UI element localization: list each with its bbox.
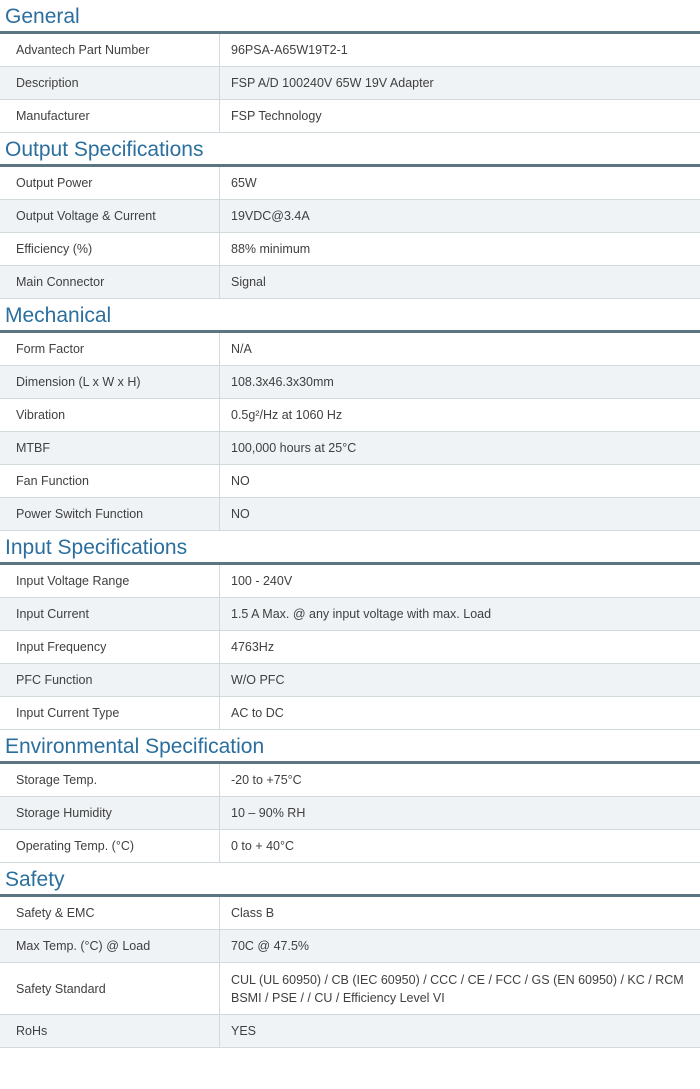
spec-row: [0, 598, 700, 631]
spec-value: N/A: [231, 342, 252, 356]
spec-row: [0, 432, 700, 465]
spec-value: 4763Hz: [231, 640, 275, 654]
spec-value: 108.3x46.3x30mm: [231, 375, 334, 389]
spec-row: [0, 399, 700, 432]
spec-label: Output Power: [0, 167, 220, 199]
spec-label: PFC Function: [0, 664, 220, 696]
spec-value: 70C @ 47.5%: [231, 939, 310, 953]
spec-label: Storage Humidity: [0, 797, 220, 829]
spec-value: YES: [231, 1024, 257, 1038]
spec-row: [0, 897, 700, 930]
spec-value: 1.5 A Max. @ any input voltage with max. Load: [231, 607, 492, 621]
spec-label: Advantech Part Number: [0, 34, 220, 66]
spec-row: [0, 565, 700, 598]
spec-label: Max Temp. (°C) @ Load: [0, 930, 220, 962]
spec-row: [0, 333, 700, 366]
spec-row: [0, 465, 700, 498]
spec-label: Output Voltage & Current: [0, 200, 220, 232]
spec-label: Input Current Type: [0, 697, 220, 729]
spec-value: 65W: [231, 176, 257, 190]
section-title: Environmental Specification: [0, 730, 700, 764]
section-title: Safety: [0, 863, 700, 897]
spec-value: NO: [231, 474, 250, 488]
spec-row: [0, 830, 700, 863]
spec-label: RoHs: [0, 1015, 220, 1047]
spec-label: Operating Temp. (°C): [0, 830, 220, 862]
spec-value: -20 to +75°C: [231, 773, 302, 787]
spec-value: 96PSA-A65W19T2-1: [231, 43, 348, 57]
spec-row: [0, 167, 700, 200]
spec-label: Fan Function: [0, 465, 220, 497]
spec-row: [0, 664, 700, 697]
spec-value: W/O PFC: [231, 673, 285, 687]
spec-label: Manufacturer: [0, 100, 220, 132]
spec-row: [0, 1015, 700, 1048]
spec-value: 10 – 90% RH: [231, 806, 306, 820]
spec-label: Storage Temp.: [0, 764, 220, 796]
spec-label: Efficiency (%): [0, 233, 220, 265]
spec-section: [0, 531, 700, 730]
spec-label: Dimension (L x W x H): [0, 366, 220, 398]
spec-label: Safety Standard: [0, 963, 220, 1014]
spec-label: Form Factor: [0, 333, 220, 365]
spec-label: MTBF: [0, 432, 220, 464]
spec-row: [0, 200, 700, 233]
spec-label: Input Frequency: [0, 631, 220, 663]
spec-row: [0, 963, 700, 1015]
spec-row: [0, 631, 700, 664]
spec-value: 100 - 240V: [231, 574, 293, 588]
spec-value: 19VDC@3.4A: [231, 209, 310, 223]
spec-label: Safety & EMC: [0, 897, 220, 929]
section-title: Mechanical: [0, 299, 700, 333]
spec-label: Description: [0, 67, 220, 99]
spec-row: [0, 697, 700, 730]
spec-row: [0, 233, 700, 266]
spec-value: 0 to + 40°C: [231, 839, 295, 853]
spec-row: [0, 34, 700, 67]
spec-value: FSP Technology: [231, 109, 322, 123]
spec-value: Signal: [231, 275, 266, 289]
spec-section: [0, 730, 700, 863]
spec-value: AC to DC: [231, 706, 284, 720]
spec-row: [0, 67, 700, 100]
spec-row: [0, 930, 700, 963]
spec-label: Input Current: [0, 598, 220, 630]
spec-section: [0, 299, 700, 531]
spec-label: Power Switch Function: [0, 498, 220, 530]
spec-value: 100,000 hours at 25°C: [231, 441, 357, 455]
spec-label: Input Voltage Range: [0, 565, 220, 597]
spec-section: [0, 863, 700, 1048]
section-title: Output Specifications: [0, 133, 700, 167]
spec-row: [0, 266, 700, 299]
spec-label: Vibration: [0, 399, 220, 431]
spec-row: [0, 797, 700, 830]
spec-value: NO: [231, 507, 250, 521]
spec-value: Class B: [231, 906, 275, 920]
spec-section: [0, 133, 700, 299]
spec-row: [0, 366, 700, 399]
spec-section: [0, 0, 700, 133]
spec-value: CUL (UL 60950) / CB (IEC 60950) / CCC / CE / FCC / GS (EN 60950) / KC / RCM BSMI / PSE / / CU / Efficiency Level VI: [231, 972, 684, 1005]
spec-value: 0.5g²/Hz at 1060 Hz: [231, 408, 343, 422]
section-title: Input Specifications: [0, 531, 700, 565]
spec-row: [0, 100, 700, 133]
spec-row: [0, 498, 700, 531]
spec-value: FSP A/D 100240V 65W 19V Adapter: [231, 76, 434, 90]
spec-value: 88% minimum: [231, 242, 311, 256]
spec-label: Main Connector: [0, 266, 220, 298]
section-title: General: [0, 0, 700, 34]
spec-row: [0, 764, 700, 797]
